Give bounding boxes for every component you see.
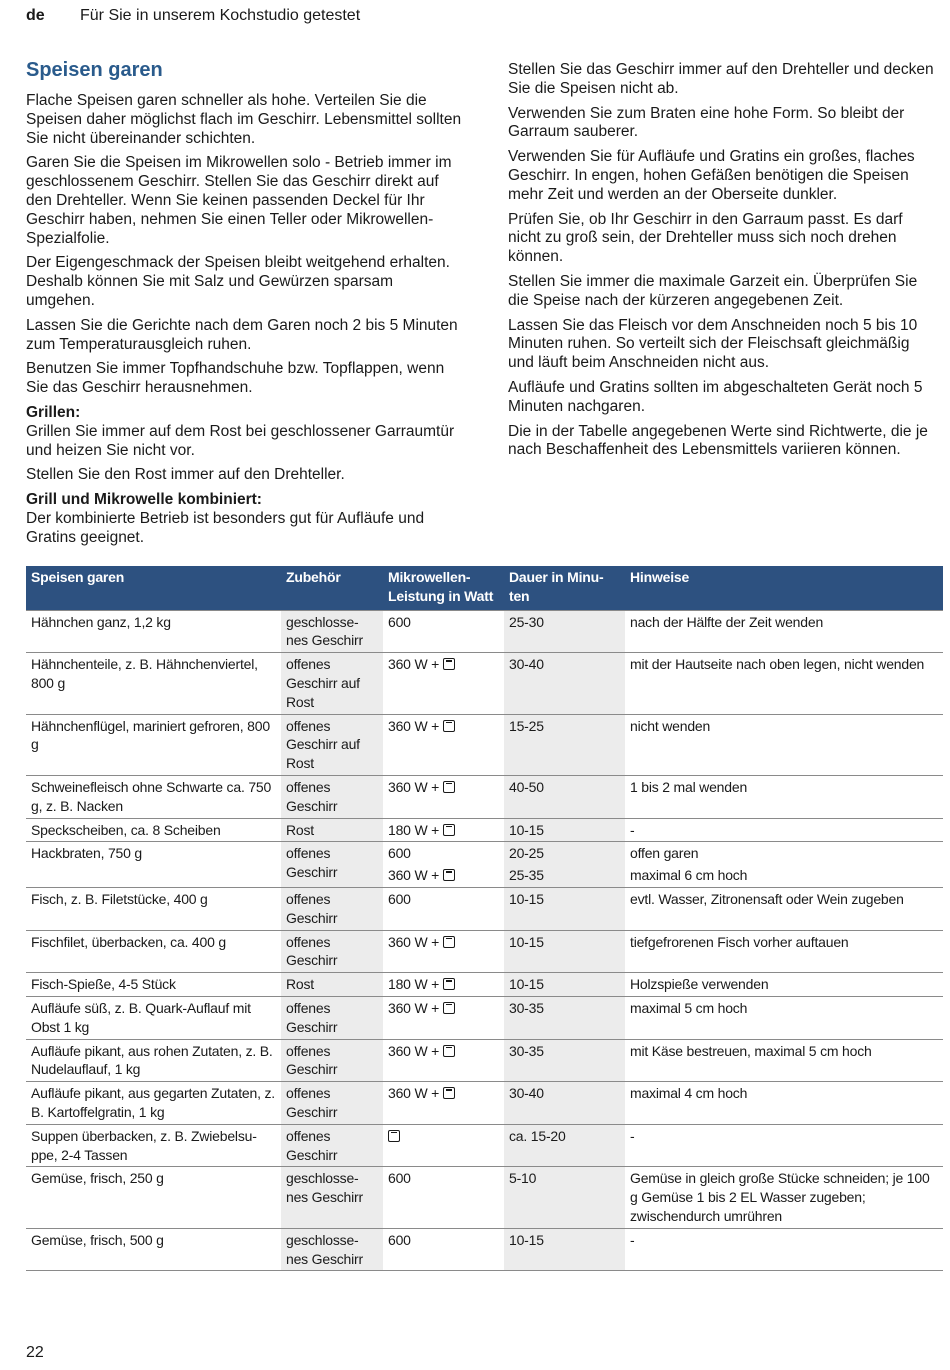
cell-hint [625, 930, 943, 973]
table-row [26, 653, 943, 714]
cell-duration [504, 973, 625, 997]
cell-hint [625, 1228, 943, 1271]
paragraph: Garen Sie die Speisen im Mikrowellen solo - Betrieb immer im geschlossenem Geschirr. Stellen Sie das Geschirr direkt auf den Drehteller. Wenn Sie keinen passenden Deckel für Ihr Geschirr haben, nehmen Sie einen Teller oder Mikrowellen-Spezialfolie. [26, 154, 452, 247]
section-title: Speisen garen [26, 59, 163, 81]
duration-value: 10-15 [509, 821, 544, 838]
cell-food [26, 996, 281, 1039]
right-column [508, 61, 938, 466]
cell-hint [625, 714, 943, 775]
duration-value: 25-35 [509, 867, 544, 884]
combo-subheading: Grill und Mikrowelle kombiniert: [26, 491, 262, 509]
cell-hint [625, 887, 943, 930]
hint-text: maximal 6 cm hoch [630, 867, 748, 884]
column-header-power: Mikrowellen-Leistung in Watt [383, 566, 504, 610]
hint-text: maximal 4 cm hoch [630, 1085, 748, 1102]
cell-hint [625, 1039, 943, 1082]
cell-duration [504, 714, 625, 775]
power-line [388, 933, 499, 952]
column-header-food: Speisen garen [26, 566, 281, 610]
table-row [26, 714, 943, 775]
left-column [26, 58, 466, 554]
cell-accessory [281, 818, 383, 842]
cell-duration [504, 930, 625, 973]
cell-power [383, 1167, 504, 1228]
cell-power [383, 887, 504, 930]
table-row [26, 1228, 943, 1271]
table-header-row [26, 566, 943, 610]
grill-icon [443, 720, 455, 732]
cell-food [26, 842, 281, 888]
power-line [388, 717, 499, 736]
grill-icon [443, 978, 455, 990]
cell-food [26, 1039, 281, 1082]
power-value: 360 W + [388, 656, 440, 673]
duration-value: 30-40 [509, 656, 544, 673]
table-row [26, 818, 943, 842]
grill-icon [388, 1130, 400, 1142]
cell-hint [625, 1167, 943, 1228]
column-header-accessory: Zubehör [281, 566, 383, 610]
power-value: 600 [388, 1231, 411, 1248]
cooking-table [26, 566, 943, 1271]
cell-food [26, 1082, 281, 1125]
table-row [26, 1124, 943, 1167]
power-line [388, 613, 499, 632]
table-row [26, 1082, 943, 1125]
duration-value: 10-15 [509, 890, 544, 907]
cell-food [26, 653, 281, 714]
power-value: 600 [388, 1170, 411, 1187]
food-label: Fischfilet, überbacken, ca. 400 g [31, 933, 226, 950]
cell-hint [625, 818, 943, 842]
grill-icon [443, 824, 455, 836]
accessory-label: offenes Geschirr [286, 1085, 338, 1120]
power-value: 360 W + [388, 1085, 440, 1102]
power-line [388, 1127, 499, 1146]
cell-power [383, 1082, 504, 1125]
power-line [388, 1231, 499, 1250]
duration-value: 10-15 [509, 976, 544, 993]
power-line [388, 1169, 499, 1188]
cell-food [26, 775, 281, 818]
food-label: Gemüse, frisch, 500 g [31, 1231, 164, 1248]
cell-duration [504, 1228, 625, 1271]
accessory-label: offenes Geschirr [286, 933, 338, 969]
cell-food [26, 714, 281, 775]
food-label: Hähnchen ganz, 1,2 kg [31, 613, 171, 630]
cell-accessory [281, 1082, 383, 1125]
paragraph: Verwenden Sie für Aufläufe und Gratins ein großes, flaches Geschirr. In engen, hohen Gefäßen benötigen die Speisen mehr Zeit und werden an der Oberseite dunkler. [508, 148, 915, 203]
power-value: 180 W + [388, 976, 440, 993]
paragraph: Lassen Sie das Fleisch vor dem Anschneiden noch 5 bis 10 Minuten ruhen. So verteilt sich der Fleischsaft gleichmäßig und läuft beim Anschneiden nicht aus. [508, 316, 918, 372]
paragraph: Stellen Sie das Geschirr immer auf den Drehteller und decken Sie die Speisen nicht ab. [508, 61, 934, 97]
cell-power [383, 842, 504, 888]
accessory-label: geschlosse-nes Geschirr [286, 1231, 363, 1267]
hint-text: - [630, 821, 635, 838]
cell-food [26, 887, 281, 930]
table-row [26, 930, 943, 973]
power-line [388, 975, 499, 994]
cell-accessory [281, 610, 383, 653]
power-value: 600 [388, 890, 411, 907]
grill-icon [443, 781, 455, 793]
food-label: Hähnchenteile, z. B. Hähnchenviertel, 800 g [31, 656, 258, 691]
power-line [388, 778, 499, 797]
food-label: Aufläufe süß, z. B. Quark-Auflauf mit Obst 1 kg [31, 999, 251, 1035]
cell-power [383, 930, 504, 973]
food-label: Speckscheiben, ca. 8 Scheiben [31, 821, 221, 838]
cell-duration [504, 1167, 625, 1228]
food-label: Schweinefleisch ohne Schwarte ca. 750 g, z. B. Nacken [31, 778, 272, 814]
paragraph: Aufläufe und Gratins sollten im abgeschalteten Gerät noch 5 Minuten nachgaren. [508, 378, 923, 415]
hint-text: tiefgefrorenen Fisch vorher auftauen [630, 933, 849, 950]
grill-icon [443, 658, 455, 670]
table-row [26, 1039, 943, 1082]
paragraph: Prüfen Sie, ob Ihr Geschirr in den Garraum passt. Es darf nicht zu groß sein, der Drehteller muss sich noch drehen können. [508, 210, 903, 266]
cell-hint [625, 1124, 943, 1167]
food-label: Gemüse, frisch, 250 g [31, 1170, 164, 1187]
cell-power [383, 775, 504, 818]
accessory-label: offenes Geschirr [286, 890, 338, 926]
cell-duration [504, 1039, 625, 1082]
hint-text: evtl. Wasser, Zitronensaft oder Wein zugeben [630, 890, 904, 907]
cell-duration [504, 1124, 625, 1167]
cell-accessory [281, 1167, 383, 1228]
power-value: 360 W + [388, 1042, 440, 1059]
table-row [26, 610, 943, 653]
accessory-label: offenes Geschirr [286, 1127, 338, 1163]
cell-accessory [281, 887, 383, 930]
power-line [388, 999, 499, 1018]
cell-duration [504, 887, 625, 930]
duration-value: 30-40 [509, 1085, 544, 1102]
duration-value: 10-15 [509, 933, 544, 950]
cell-duration [504, 996, 625, 1039]
duration-value: 25-30 [509, 613, 544, 630]
column-header-hints: Hinweise [625, 566, 943, 610]
language-code: de [26, 7, 45, 24]
food-label: Aufläufe pikant, aus gegarten Zutaten, z. B. Kartoffelgratin, 1 kg [31, 1085, 275, 1120]
paragraph: Lassen Sie die Gerichte nach dem Garen noch 2 bis 5 Minuten zum Temperaturausgleich ruhen. [26, 316, 458, 353]
accessory-label: offenes Geschirr [286, 1042, 338, 1078]
duration-value: 30-35 [509, 1042, 544, 1059]
paragraph: Der Eigengeschmack der Speisen bleibt weitgehend erhalten. Deshalb können Sie mit Salz und Gewürzen sparsam umgehen. [26, 254, 450, 309]
power-line [388, 866, 499, 885]
cell-accessory [281, 973, 383, 997]
power-line [388, 821, 499, 840]
hint-text: 1 bis 2 mal wenden [630, 778, 748, 795]
power-value: 360 W + [388, 717, 440, 734]
grill-icon [443, 869, 455, 881]
power-line [388, 844, 499, 863]
cell-duration [504, 842, 625, 888]
paragraph: Die in der Tabelle angegebenen Werte sind Richtwerte, die je nach Beschaffenheit des Lebensmittels variieren können. [508, 422, 928, 459]
accessory-label: offenes Geschirr [286, 999, 338, 1035]
power-value: 600 [388, 845, 411, 862]
cell-accessory [281, 1039, 383, 1082]
paragraph: Der kombinierte Betrieb ist besonders gut für Aufläufe und Gratins geeignet. [26, 509, 425, 546]
page-header [26, 7, 360, 25]
cell-hint [625, 842, 943, 888]
duration-value: 30-35 [509, 999, 544, 1016]
accessory-label: offenes Geschirr [286, 778, 338, 814]
hint-text: - [630, 1231, 635, 1248]
table-row [26, 1167, 943, 1228]
hint-text: nach der Hälfte der Zeit wenden [630, 613, 824, 630]
cell-food [26, 930, 281, 973]
cell-accessory [281, 714, 383, 775]
cell-power [383, 1039, 504, 1082]
power-value: 360 W + [388, 778, 440, 795]
cell-power [383, 996, 504, 1039]
power-line [388, 1042, 499, 1061]
paragraph: Grillen Sie immer auf dem Rost bei geschlossener Garraumtür und heizen Sie nicht vor. [26, 422, 455, 459]
cell-power [383, 610, 504, 653]
duration-value: 15-25 [509, 717, 544, 734]
hint-text: Holzspieße verwenden [630, 976, 769, 993]
food-label: Hackbraten, 750 g [31, 845, 143, 862]
cell-hint [625, 653, 943, 714]
accessory-label: offenes Geschirr auf Rost [286, 717, 360, 772]
food-label: Fisch-Spieße, 4-5 Stück [31, 976, 176, 993]
food-label: Suppen überbacken, z. B. Zwiebelsu-ppe, 2-4 Tassen [31, 1127, 257, 1163]
cell-accessory [281, 996, 383, 1039]
hint-text: maximal 5 cm hoch [630, 999, 748, 1016]
duration-value: 20-25 [509, 845, 544, 862]
hint-text: nicht wenden [630, 717, 711, 734]
cell-power [383, 973, 504, 997]
accessory-label: Rost [286, 821, 314, 838]
power-value: 360 W + [388, 867, 440, 884]
cell-power [383, 818, 504, 842]
grill-icon [443, 1002, 455, 1014]
power-value: 360 W + [388, 999, 440, 1016]
cell-food [26, 818, 281, 842]
cell-accessory [281, 775, 383, 818]
header-title: Für Sie in unserem Kochstudio getestet [80, 7, 361, 24]
duration-value: 10-15 [509, 1231, 544, 1248]
grill-icon [443, 1087, 455, 1099]
cell-food [26, 973, 281, 997]
cell-power [383, 653, 504, 714]
power-value: 180 W + [388, 821, 440, 838]
column-header-duration: Dauer in Minu-ten [504, 566, 625, 610]
duration-value: ca. 15-20 [509, 1127, 566, 1144]
table-row [26, 775, 943, 818]
power-line [388, 890, 499, 909]
accessory-label: Rost [286, 976, 314, 993]
grill-subheading: Grillen: [26, 403, 81, 421]
accessory-label: geschlosse-nes Geschirr [286, 1170, 363, 1206]
hint-text: - [630, 1127, 635, 1144]
cell-hint [625, 973, 943, 997]
cell-food [26, 610, 281, 653]
power-value: 360 W + [388, 933, 440, 950]
food-label: Hähnchenflügel, mariniert gefroren, 800 g [31, 717, 270, 753]
cell-accessory [281, 653, 383, 714]
accessory-label: offenes Geschirr [286, 845, 338, 881]
cell-food [26, 1228, 281, 1271]
hint-text: mit der Hautseite nach oben legen, nicht wenden [630, 656, 925, 673]
cell-power [383, 1124, 504, 1167]
table-row [26, 887, 943, 930]
power-line [388, 1084, 499, 1103]
duration-value: 40-50 [509, 778, 544, 795]
hint-text: Gemüse in gleich große Stücke schneiden; je 100 g Gemüse 1 bis 2 EL Wasser zugeben; zwischendurch umrühren [630, 1170, 930, 1224]
cell-accessory [281, 1228, 383, 1271]
cell-duration [504, 775, 625, 818]
cell-food [26, 1124, 281, 1167]
grill-icon [443, 936, 455, 948]
cell-accessory [281, 842, 383, 888]
page-number: 22 [26, 1344, 44, 1361]
accessory-label: geschlosse-nes Geschirr [286, 613, 363, 649]
table-body [26, 610, 943, 1271]
cell-power [383, 714, 504, 775]
power-line [388, 655, 499, 674]
cell-food [26, 1167, 281, 1228]
duration-value: 5-10 [509, 1170, 537, 1187]
grill-icon [443, 1045, 455, 1057]
cell-duration [504, 1082, 625, 1125]
paragraph: Benutzen Sie immer Topfhandschuhe bzw. Topflappen, wenn Sie das Geschirr herausnehmen. [26, 360, 445, 397]
accessory-label: offenes Geschirr auf Rost [286, 656, 360, 710]
cell-power [383, 1228, 504, 1271]
paragraph: Stellen Sie den Rost immer auf den Drehteller. [26, 466, 345, 484]
food-label: Fisch, z. B. Filetstücke, 400 g [31, 890, 208, 907]
cell-accessory [281, 930, 383, 973]
cell-hint [625, 775, 943, 818]
cell-hint [625, 610, 943, 653]
paragraph: Verwenden Sie zum Braten eine hohe Form. So bleibt der Garraum sauberer. [508, 104, 905, 141]
cell-accessory [281, 1124, 383, 1167]
hint-text: mit Käse bestreuen, maximal 5 cm hoch [630, 1042, 872, 1059]
cell-duration [504, 610, 625, 653]
paragraph: Stellen Sie immer die maximale Garzeit ein. Überprüfen Sie die Speise nach der kürzeren angegebenen Zeit. [508, 272, 918, 309]
table-row [26, 996, 943, 1039]
table-row [26, 842, 943, 888]
cell-hint [625, 996, 943, 1039]
paragraph: Flache Speisen garen schneller als hohe. Verteilen Sie die Speisen daher möglichst flach im Geschirr. Lebensmittel sollten Sie nicht übereinander schichten. [26, 92, 462, 147]
table-row [26, 973, 943, 997]
cell-hint [625, 1082, 943, 1125]
cell-duration [504, 818, 625, 842]
cell-duration [504, 653, 625, 714]
food-label: Aufläufe pikant, aus rohen Zutaten, z. B. Nudelauflauf, 1 kg [31, 1042, 273, 1078]
power-value: 600 [388, 613, 411, 630]
hint-text: offen garen [630, 845, 699, 862]
